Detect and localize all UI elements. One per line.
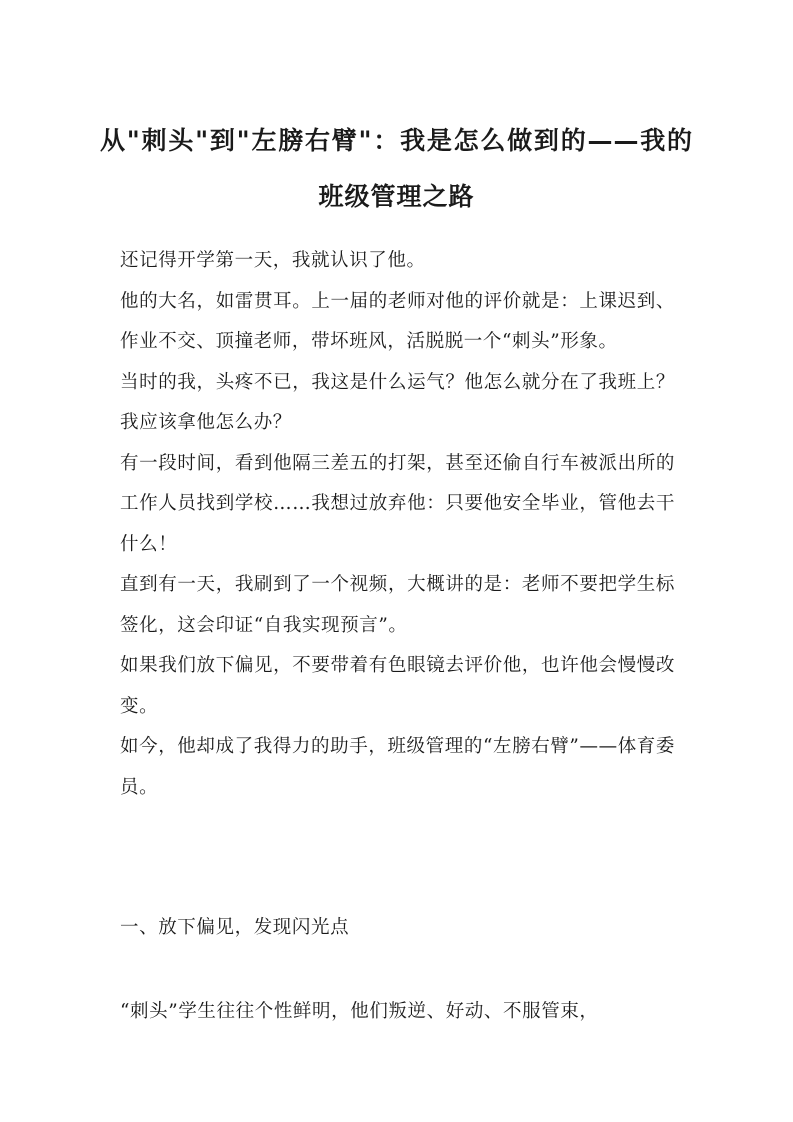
paragraph: 有一段时间，看到他隔三差五的打架，甚至还偷自行车被派出所的工作人员找到学校……我想过放弃他：只要他安全毕业，管他去干什么！ [120,452,675,555]
document-title: 从"刺头"到"左膀右臂"：我是怎么做到的——我的班级管理之路 [100,126,693,211]
section-heading: 一、放下偏见，发现闪光点 [120,917,350,938]
paragraph: 当时的我，头疼不已，我这是什么运气？他怎么就分在了我班上？我应该拿他怎么办？ [120,371,675,433]
paragraph: 他的大名，如雷贯耳。上一届的老师对他的评价就是：上课迟到、作业不交、顶撞老师，带坏班风，活脱脱一个“刺头”形象。 [120,290,675,352]
paragraph: 直到有一天，我刷到了一个视频，大概讲的是：老师不要把学生标签化，这会印证“自我实现预言”。 [120,574,675,636]
paragraph: 还记得开学第一天，我就认识了他。 [120,250,426,271]
section-paragraph: “刺头”学生往往个性鲜明，他们叛逆、好动、不服管束， [120,1001,599,1022]
paragraph: 如果我们放下偏见，不要带着有色眼镜去评价他，也许他会慢慢改变。 [120,655,675,717]
paragraph: 如今，他却成了我得力的助手，班级管理的“左膀右臂”——体育委员。 [120,736,675,798]
document-body [120,241,675,808]
